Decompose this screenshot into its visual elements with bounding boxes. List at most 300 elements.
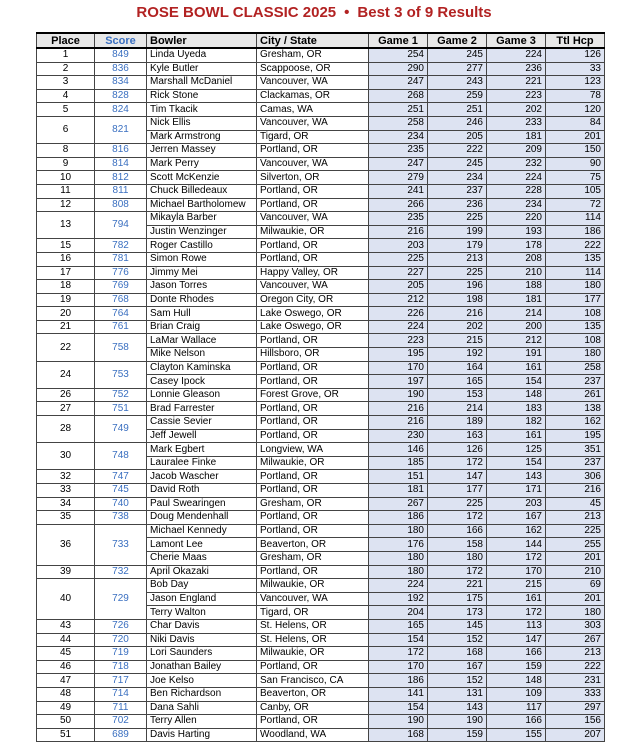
game-2-score: 152 bbox=[428, 674, 487, 688]
header-city: City / State bbox=[257, 33, 369, 48]
bowler-city: San Francisco, CA bbox=[257, 674, 369, 688]
game-2-score: 202 bbox=[428, 320, 487, 334]
game-3-score: 166 bbox=[487, 647, 546, 661]
total-handicap: 108 bbox=[546, 307, 605, 321]
total-handicap: 225 bbox=[546, 524, 605, 538]
game-1-score: 247 bbox=[369, 76, 428, 90]
score-cell: 821 bbox=[95, 116, 147, 143]
table-row bbox=[37, 497, 605, 511]
score-cell: 751 bbox=[95, 402, 147, 416]
game-1-score: 267 bbox=[369, 497, 428, 511]
game-3-score: 172 bbox=[487, 551, 546, 565]
game-3-score: 167 bbox=[487, 511, 546, 525]
place-cell: 34 bbox=[37, 497, 95, 511]
bowler-name: Roger Castillo bbox=[147, 239, 257, 253]
table-row bbox=[37, 361, 605, 375]
score-cell: 794 bbox=[95, 212, 147, 239]
place-cell: 21 bbox=[37, 320, 95, 334]
game-2-score: 172 bbox=[428, 456, 487, 470]
score-cell: 776 bbox=[95, 266, 147, 280]
game-2-score: 259 bbox=[428, 89, 487, 103]
total-handicap: 195 bbox=[546, 429, 605, 443]
table-row bbox=[37, 715, 605, 729]
score-cell: 747 bbox=[95, 470, 147, 484]
game-2-score: 172 bbox=[428, 565, 487, 579]
header-game-1: Game 1 bbox=[369, 33, 428, 48]
table-row bbox=[37, 320, 605, 334]
place-cell: 22 bbox=[37, 334, 95, 361]
place-cell: 16 bbox=[37, 252, 95, 266]
score-cell: 828 bbox=[95, 89, 147, 103]
game-1-score: 258 bbox=[369, 116, 428, 130]
game-3-score: 193 bbox=[487, 225, 546, 239]
page-title bbox=[0, 3, 628, 23]
game-2-score: 222 bbox=[428, 144, 487, 158]
bowler-name: Jeff Jewell bbox=[147, 429, 257, 443]
game-3-score: 214 bbox=[487, 307, 546, 321]
game-2-score: 173 bbox=[428, 606, 487, 620]
game-3-score: 188 bbox=[487, 280, 546, 294]
bowler-name: Clayton Kaminska bbox=[147, 361, 257, 375]
game-1-score: 170 bbox=[369, 660, 428, 674]
game-1-score: 224 bbox=[369, 320, 428, 334]
bowler-name: Terry Allen bbox=[147, 715, 257, 729]
results-table bbox=[36, 32, 605, 742]
game-2-score: 172 bbox=[428, 511, 487, 525]
place-cell: 27 bbox=[37, 402, 95, 416]
bowler-name: April Okazaki bbox=[147, 565, 257, 579]
bowler-name: Lauralee Finke bbox=[147, 456, 257, 470]
total-handicap: 75 bbox=[546, 171, 605, 185]
game-2-score: 177 bbox=[428, 484, 487, 498]
game-3-score: 162 bbox=[487, 524, 546, 538]
table-row bbox=[37, 619, 605, 633]
bowler-city: Gresham, OR bbox=[257, 551, 369, 565]
game-2-score: 165 bbox=[428, 375, 487, 389]
total-handicap: 213 bbox=[546, 647, 605, 661]
title-separator: • bbox=[344, 4, 350, 21]
game-2-score: 243 bbox=[428, 76, 487, 90]
game-2-score: 131 bbox=[428, 687, 487, 701]
game-2-score: 213 bbox=[428, 252, 487, 266]
bowler-name: Tim Tkacik bbox=[147, 103, 257, 117]
game-3-score: 148 bbox=[487, 388, 546, 402]
game-3-score: 234 bbox=[487, 198, 546, 212]
bowler-city: Vancouver, WA bbox=[257, 116, 369, 130]
bowler-city: Vancouver, WA bbox=[257, 157, 369, 171]
bowler-name: Justin Wenzinger bbox=[147, 225, 257, 239]
total-handicap: 231 bbox=[546, 674, 605, 688]
game-2-score: 158 bbox=[428, 538, 487, 552]
header-row bbox=[37, 33, 605, 48]
bowler-city: Portland, OR bbox=[257, 470, 369, 484]
game-2-score: 277 bbox=[428, 62, 487, 76]
game-2-score: 153 bbox=[428, 388, 487, 402]
table-row bbox=[37, 266, 605, 280]
game-2-score: 143 bbox=[428, 701, 487, 715]
game-1-score: 154 bbox=[369, 633, 428, 647]
score-cell: 812 bbox=[95, 171, 147, 185]
bowler-name: Ben Richardson bbox=[147, 687, 257, 701]
total-handicap: 303 bbox=[546, 619, 605, 633]
bowler-city: Milwaukie, OR bbox=[257, 579, 369, 593]
game-2-score: 167 bbox=[428, 660, 487, 674]
bowler-name: Dana Sahli bbox=[147, 701, 257, 715]
place-cell: 28 bbox=[37, 416, 95, 443]
table-row bbox=[37, 48, 605, 62]
score-cell: 732 bbox=[95, 565, 147, 579]
table-row bbox=[37, 157, 605, 171]
place-cell: 35 bbox=[37, 511, 95, 525]
table-row bbox=[37, 470, 605, 484]
title-main: ROSE BOWL CLASSIC 2025 bbox=[136, 4, 337, 21]
bowler-name: Mark Perry bbox=[147, 157, 257, 171]
place-cell: 45 bbox=[37, 647, 95, 661]
bowler-name: Cherie Maas bbox=[147, 551, 257, 565]
bowler-city: Portland, OR bbox=[257, 660, 369, 674]
game-2-score: 225 bbox=[428, 497, 487, 511]
place-cell: 1 bbox=[37, 48, 95, 62]
bowler-name: Donte Rhodes bbox=[147, 293, 257, 307]
bowler-city: Milwaukie, OR bbox=[257, 456, 369, 470]
game-3-score: 228 bbox=[487, 184, 546, 198]
table-row bbox=[37, 76, 605, 90]
bowler-name: Marshall McDaniel bbox=[147, 76, 257, 90]
table-row bbox=[37, 484, 605, 498]
game-2-score: 246 bbox=[428, 116, 487, 130]
table-row bbox=[37, 89, 605, 103]
bowler-name: Paul Swearingen bbox=[147, 497, 257, 511]
game-3-score: 148 bbox=[487, 674, 546, 688]
total-handicap: 84 bbox=[546, 116, 605, 130]
bowler-name: Mikayla Barber bbox=[147, 212, 257, 226]
game-3-score: 154 bbox=[487, 456, 546, 470]
bowler-name: Chuck Billedeaux bbox=[147, 184, 257, 198]
place-cell: 30 bbox=[37, 443, 95, 470]
game-1-score: 216 bbox=[369, 416, 428, 430]
bowler-city: Milwaukie, OR bbox=[257, 647, 369, 661]
game-2-score: 192 bbox=[428, 348, 487, 362]
game-3-score: 147 bbox=[487, 633, 546, 647]
game-3-score: 209 bbox=[487, 144, 546, 158]
score-cell: 738 bbox=[95, 511, 147, 525]
table-row bbox=[37, 687, 605, 701]
game-2-score: 163 bbox=[428, 429, 487, 443]
bowler-city: St. Helens, OR bbox=[257, 619, 369, 633]
table-row bbox=[37, 144, 605, 158]
game-1-score: 241 bbox=[369, 184, 428, 198]
score-cell: 717 bbox=[95, 674, 147, 688]
bowler-city: Hillsboro, OR bbox=[257, 348, 369, 362]
table-row bbox=[37, 198, 605, 212]
game-1-score: 226 bbox=[369, 307, 428, 321]
game-3-score: 161 bbox=[487, 361, 546, 375]
bowler-name: Jonathan Bailey bbox=[147, 660, 257, 674]
bowler-city: Woodland, WA bbox=[257, 728, 369, 742]
table-row bbox=[37, 293, 605, 307]
place-cell: 46 bbox=[37, 660, 95, 674]
bowler-city: Gresham, OR bbox=[257, 48, 369, 62]
score-cell: 808 bbox=[95, 198, 147, 212]
total-handicap: 123 bbox=[546, 76, 605, 90]
total-handicap: 297 bbox=[546, 701, 605, 715]
total-handicap: 261 bbox=[546, 388, 605, 402]
table-row bbox=[37, 171, 605, 185]
game-1-score: 224 bbox=[369, 579, 428, 593]
total-handicap: 180 bbox=[546, 280, 605, 294]
score-cell: 764 bbox=[95, 307, 147, 321]
bowler-name: Scott McKenzie bbox=[147, 171, 257, 185]
game-3-score: 233 bbox=[487, 116, 546, 130]
game-3-score: 212 bbox=[487, 334, 546, 348]
bowler-name: Rick Stone bbox=[147, 89, 257, 103]
game-1-score: 181 bbox=[369, 484, 428, 498]
game-2-score: 225 bbox=[428, 212, 487, 226]
game-1-score: 227 bbox=[369, 266, 428, 280]
game-2-score: 166 bbox=[428, 524, 487, 538]
place-cell: 40 bbox=[37, 579, 95, 620]
bowler-city: Forest Grove, OR bbox=[257, 388, 369, 402]
game-2-score: 251 bbox=[428, 103, 487, 117]
score-cell: 718 bbox=[95, 660, 147, 674]
total-handicap: 126 bbox=[546, 48, 605, 62]
bowler-city: Vancouver, WA bbox=[257, 76, 369, 90]
game-2-score: 145 bbox=[428, 619, 487, 633]
bowler-name: Char Davis bbox=[147, 619, 257, 633]
place-cell: 50 bbox=[37, 715, 95, 729]
game-3-score: 178 bbox=[487, 239, 546, 253]
game-1-score: 254 bbox=[369, 48, 428, 62]
game-3-score: 236 bbox=[487, 62, 546, 76]
total-handicap: 222 bbox=[546, 660, 605, 674]
header-score: Score bbox=[95, 33, 147, 48]
bowler-city: Portland, OR bbox=[257, 375, 369, 389]
bowler-name: Jason England bbox=[147, 592, 257, 606]
game-3-score: 181 bbox=[487, 293, 546, 307]
total-handicap: 213 bbox=[546, 511, 605, 525]
place-cell: 51 bbox=[37, 728, 95, 742]
bowler-name: Joe Kelso bbox=[147, 674, 257, 688]
table-row bbox=[37, 184, 605, 198]
total-handicap: 33 bbox=[546, 62, 605, 76]
game-3-score: 182 bbox=[487, 416, 546, 430]
place-cell: 49 bbox=[37, 701, 95, 715]
game-1-score: 168 bbox=[369, 728, 428, 742]
bowler-city: Portland, OR bbox=[257, 361, 369, 375]
game-2-score: 179 bbox=[428, 239, 487, 253]
game-1-score: 223 bbox=[369, 334, 428, 348]
place-cell: 24 bbox=[37, 361, 95, 388]
table-row bbox=[37, 307, 605, 321]
game-1-score: 216 bbox=[369, 225, 428, 239]
bowler-city: Scappoose, OR bbox=[257, 62, 369, 76]
score-cell: 719 bbox=[95, 647, 147, 661]
place-cell: 12 bbox=[37, 198, 95, 212]
score-cell: 781 bbox=[95, 252, 147, 266]
place-cell: 4 bbox=[37, 89, 95, 103]
total-handicap: 267 bbox=[546, 633, 605, 647]
bowler-name: David Roth bbox=[147, 484, 257, 498]
bowler-city: Gresham, OR bbox=[257, 497, 369, 511]
game-2-score: 152 bbox=[428, 633, 487, 647]
score-cell: 761 bbox=[95, 320, 147, 334]
game-1-score: 190 bbox=[369, 388, 428, 402]
bowler-name: Brad Farrester bbox=[147, 402, 257, 416]
total-handicap: 114 bbox=[546, 212, 605, 226]
total-handicap: 351 bbox=[546, 443, 605, 457]
game-1-score: 247 bbox=[369, 157, 428, 171]
game-1-score: 205 bbox=[369, 280, 428, 294]
bowler-city: Lake Oswego, OR bbox=[257, 320, 369, 334]
game-2-score: 214 bbox=[428, 402, 487, 416]
bowler-name: Lori Saunders bbox=[147, 647, 257, 661]
bowler-city: Portland, OR bbox=[257, 565, 369, 579]
total-handicap: 120 bbox=[546, 103, 605, 117]
header-bowler: Bowler bbox=[147, 33, 257, 48]
score-cell: 740 bbox=[95, 497, 147, 511]
game-2-score: 199 bbox=[428, 225, 487, 239]
game-1-score: 185 bbox=[369, 456, 428, 470]
game-3-score: 224 bbox=[487, 171, 546, 185]
bowler-name: Jerren Massey bbox=[147, 144, 257, 158]
game-1-score: 216 bbox=[369, 402, 428, 416]
score-cell: 726 bbox=[95, 619, 147, 633]
game-3-score: 159 bbox=[487, 660, 546, 674]
bowler-city: Silverton, OR bbox=[257, 171, 369, 185]
game-2-score: 164 bbox=[428, 361, 487, 375]
game-1-score: 268 bbox=[369, 89, 428, 103]
game-3-score: 171 bbox=[487, 484, 546, 498]
score-cell: 824 bbox=[95, 103, 147, 117]
game-2-score: 126 bbox=[428, 443, 487, 457]
score-cell: 811 bbox=[95, 184, 147, 198]
game-1-score: 230 bbox=[369, 429, 428, 443]
total-handicap: 180 bbox=[546, 606, 605, 620]
total-handicap: 255 bbox=[546, 538, 605, 552]
bowler-name: Nick Ellis bbox=[147, 116, 257, 130]
game-1-score: 279 bbox=[369, 171, 428, 185]
total-handicap: 201 bbox=[546, 130, 605, 144]
table-row bbox=[37, 116, 605, 130]
total-handicap: 162 bbox=[546, 416, 605, 430]
total-handicap: 216 bbox=[546, 484, 605, 498]
score-cell: 733 bbox=[95, 524, 147, 565]
table-row bbox=[37, 416, 605, 430]
score-cell: 689 bbox=[95, 728, 147, 742]
game-3-score: 220 bbox=[487, 212, 546, 226]
game-1-score: 180 bbox=[369, 565, 428, 579]
total-handicap: 237 bbox=[546, 375, 605, 389]
table-row bbox=[37, 511, 605, 525]
total-handicap: 69 bbox=[546, 579, 605, 593]
game-2-score: 190 bbox=[428, 715, 487, 729]
game-2-score: 147 bbox=[428, 470, 487, 484]
place-cell: 11 bbox=[37, 184, 95, 198]
bowler-city: Portland, OR bbox=[257, 334, 369, 348]
game-3-score: 223 bbox=[487, 89, 546, 103]
total-handicap: 180 bbox=[546, 348, 605, 362]
total-handicap: 105 bbox=[546, 184, 605, 198]
game-2-score: 196 bbox=[428, 280, 487, 294]
bowler-city: Portland, OR bbox=[257, 402, 369, 416]
bowler-name: Niki Davis bbox=[147, 633, 257, 647]
score-cell: 720 bbox=[95, 633, 147, 647]
bowler-city: Portland, OR bbox=[257, 416, 369, 430]
game-3-score: 181 bbox=[487, 130, 546, 144]
bowler-name: Lonnie Gleason bbox=[147, 388, 257, 402]
total-handicap: 150 bbox=[546, 144, 605, 158]
game-2-score: 237 bbox=[428, 184, 487, 198]
game-3-score: 232 bbox=[487, 157, 546, 171]
score-cell: 752 bbox=[95, 388, 147, 402]
bowler-city: Portland, OR bbox=[257, 239, 369, 253]
game-1-score: 172 bbox=[369, 647, 428, 661]
table-row bbox=[37, 728, 605, 742]
game-3-score: 117 bbox=[487, 701, 546, 715]
bowler-city: St. Helens, OR bbox=[257, 633, 369, 647]
bowler-name: Brian Craig bbox=[147, 320, 257, 334]
game-3-score: 210 bbox=[487, 266, 546, 280]
total-handicap: 72 bbox=[546, 198, 605, 212]
bowler-name: Mark Armstrong bbox=[147, 130, 257, 144]
table-row bbox=[37, 62, 605, 76]
total-handicap: 78 bbox=[546, 89, 605, 103]
table-row bbox=[37, 239, 605, 253]
bowler-name: LaMar Wallace bbox=[147, 334, 257, 348]
game-1-score: 251 bbox=[369, 103, 428, 117]
game-1-score: 180 bbox=[369, 551, 428, 565]
score-cell: 702 bbox=[95, 715, 147, 729]
bowler-city: Portland, OR bbox=[257, 524, 369, 538]
game-2-score: 245 bbox=[428, 157, 487, 171]
game-3-score: 161 bbox=[487, 429, 546, 443]
bowler-city: Portland, OR bbox=[257, 484, 369, 498]
results-body bbox=[37, 48, 605, 742]
game-1-score: 266 bbox=[369, 198, 428, 212]
total-handicap: 222 bbox=[546, 239, 605, 253]
game-3-score: 109 bbox=[487, 687, 546, 701]
game-2-score: 205 bbox=[428, 130, 487, 144]
game-1-score: 170 bbox=[369, 361, 428, 375]
bowler-name: Jimmy Mei bbox=[147, 266, 257, 280]
total-handicap: 210 bbox=[546, 565, 605, 579]
bowler-name: Casey Ipock bbox=[147, 375, 257, 389]
bowler-name: Mark Egbert bbox=[147, 443, 257, 457]
game-2-score: 221 bbox=[428, 579, 487, 593]
game-2-score: 159 bbox=[428, 728, 487, 742]
header-game-3: Game 3 bbox=[487, 33, 546, 48]
bowler-name: Davis Harting bbox=[147, 728, 257, 742]
game-3-score: 208 bbox=[487, 252, 546, 266]
total-handicap: 333 bbox=[546, 687, 605, 701]
total-handicap: 90 bbox=[546, 157, 605, 171]
bowler-name: Terry Walton bbox=[147, 606, 257, 620]
bowler-city: Canby, OR bbox=[257, 701, 369, 715]
table-row bbox=[37, 212, 605, 226]
bowler-name: Doug Mendenhall bbox=[147, 511, 257, 525]
bowler-name: Jacob Wascher bbox=[147, 470, 257, 484]
game-2-score: 215 bbox=[428, 334, 487, 348]
bowler-name: Linda Uyeda bbox=[147, 48, 257, 62]
table-row bbox=[37, 647, 605, 661]
score-cell: 768 bbox=[95, 293, 147, 307]
game-3-score: 200 bbox=[487, 320, 546, 334]
place-cell: 26 bbox=[37, 388, 95, 402]
game-2-score: 216 bbox=[428, 307, 487, 321]
game-1-score: 204 bbox=[369, 606, 428, 620]
score-cell: 753 bbox=[95, 361, 147, 388]
game-2-score: 168 bbox=[428, 647, 487, 661]
